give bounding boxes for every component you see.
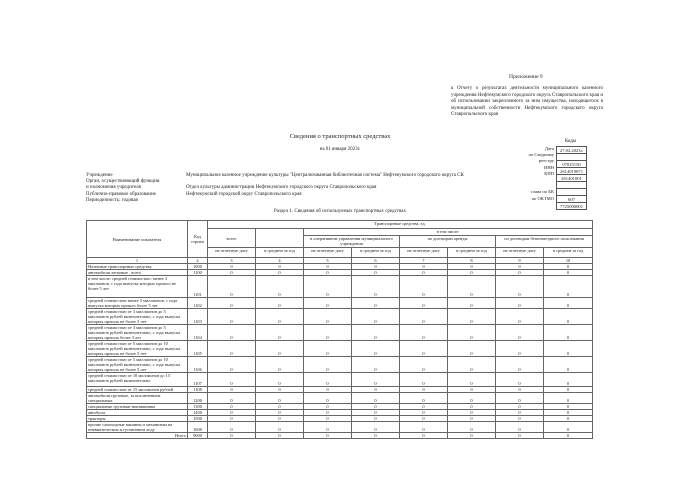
row-value: 0	[544, 387, 593, 393]
meta-label: Публично-правовое образование	[86, 191, 156, 197]
row-value: 0	[448, 433, 496, 439]
row-value: 0	[400, 410, 448, 416]
row-value: 0	[352, 387, 400, 393]
row-value: 0	[304, 393, 352, 404]
row-value: 0	[256, 341, 304, 357]
row-value: 0	[496, 298, 544, 309]
header-avg: в среднем за год	[448, 248, 496, 258]
row-value: 0	[496, 422, 544, 433]
row-value: 0	[304, 341, 352, 357]
row-code: 1103	[188, 309, 208, 325]
row-value: 0	[352, 404, 400, 410]
row-value: 0	[448, 373, 496, 387]
row-name: средней стоимостью от 5 миллионов до 10 миллионов рублей включительно, с года выпуска которых прошло не более 5 лет	[87, 341, 188, 357]
row-value: 0	[448, 416, 496, 422]
row-value: 0	[256, 264, 304, 270]
code-value: 2614019871	[557, 168, 587, 175]
row-value: 0	[544, 309, 593, 325]
row-value: 0	[400, 309, 448, 325]
row-value: 0	[304, 373, 352, 387]
column-number: 2	[188, 258, 208, 264]
row-name: Итого	[87, 433, 188, 439]
row-value: 0	[304, 422, 352, 433]
row-value: 0	[208, 387, 256, 393]
code-label: реестру	[538, 158, 554, 164]
row-value: 0	[496, 325, 544, 341]
header-date: на отчетную дату	[496, 248, 544, 258]
row-code: 1400	[188, 410, 208, 416]
code-label: глава по БК	[531, 189, 554, 195]
column-number: 5	[304, 258, 352, 264]
row-value: 0	[208, 416, 256, 422]
column-number: 4	[256, 258, 304, 264]
meta-value: Нефтекумский городской округ Ставропольского края	[186, 191, 302, 197]
row-value: 0	[496, 373, 544, 387]
row-value: 0	[352, 270, 400, 276]
meta-value: Отдел культуры администрации Нефтекумского городского округа Ставропольского края	[186, 185, 377, 191]
row-value: 0	[256, 298, 304, 309]
header-date: на отчетную дату	[304, 248, 352, 258]
row-value: 0	[448, 298, 496, 309]
appendix-text: к Отчету о результатах деятельности муниципального казенного учреждения Нефтекумского городского округа Ставропольского края и об использовании закрепленного за ним имущества, находящегося в муниципальной собственности Нефтекумского городского округа Ставропольского края	[451, 86, 603, 118]
row-value: 0	[352, 393, 400, 404]
row-value: 0	[352, 416, 400, 422]
table-row	[87, 298, 593, 309]
row-value: 0	[544, 416, 593, 422]
row-value: 0	[256, 410, 304, 416]
row-code: 1200	[188, 393, 208, 404]
row-code: 1104	[188, 325, 208, 341]
row-value: 0	[208, 264, 256, 270]
row-name: средней стоимостью от 15 миллионов рублей	[87, 387, 188, 393]
row-value: 0	[544, 264, 593, 270]
row-code: 1000	[188, 264, 208, 270]
row-value: 0	[304, 416, 352, 422]
row-code: 1500	[188, 416, 208, 422]
row-value: 0	[544, 373, 593, 387]
row-name: автобусы	[87, 410, 188, 416]
code-value: 607	[557, 196, 587, 203]
row-value: 0	[400, 422, 448, 433]
codes-labels	[492, 146, 554, 202]
row-value: 0	[400, 433, 448, 439]
row-value: 0	[304, 298, 352, 309]
row-value: 0	[208, 325, 256, 341]
row-value: 0	[208, 422, 256, 433]
row-value: 0	[304, 264, 352, 270]
row-name: средней стоимостью менее 3 миллионов, с года выпуска которых прошло более 5 лет	[87, 298, 188, 309]
row-name: средней стоимостью от 3 миллионов до 5 миллионов рублей включительно, с года выпуска которых прошло не более 3 лет	[87, 309, 188, 325]
row-value: 0	[544, 357, 593, 373]
meta-value: Муниципальное казенное учреждение культуры "Централизованная библиотечная система" Нефтекумского городского округа СК	[186, 173, 464, 178]
header-rent: по договорам аренды	[400, 236, 496, 248]
header-free: по договорам безвозмездного пользования	[496, 236, 593, 248]
row-code: 1600	[188, 422, 208, 433]
row-value: 0	[256, 416, 304, 422]
row-value: 0	[208, 276, 256, 298]
header-total: всего	[208, 229, 256, 248]
row-name: автомобили легковые , всего	[87, 270, 188, 276]
row-value: 0	[544, 410, 593, 416]
row-value: 0	[448, 276, 496, 298]
meta-label: и полномочия учредителя	[86, 185, 141, 191]
row-value: 0	[304, 357, 352, 373]
row-name: автомобили грузовые, за исключением специальных	[87, 393, 188, 404]
row-code: 1106	[188, 357, 208, 373]
row-value: 0	[352, 276, 400, 298]
row-value: 0	[208, 404, 256, 410]
row-name: прочие самоходные машины и механизмы на пневматическом и гусеничном ходу	[87, 422, 188, 433]
row-code: 9000	[188, 433, 208, 439]
row-name: средней стоимостью от 3 миллионов до 5 миллионов рублей включительно, с года выпуска которых прошло более 3 лет	[87, 325, 188, 341]
code-label: КПП	[544, 170, 554, 176]
row-value: 0	[400, 276, 448, 298]
column-number: 7	[400, 258, 448, 264]
row-value: 0	[304, 325, 352, 341]
row-value: 0	[304, 404, 352, 410]
row-value: 0	[400, 357, 448, 373]
header-avg: в среднем за год	[544, 248, 593, 258]
row-value: 0	[544, 270, 593, 276]
row-value: 0	[448, 387, 496, 393]
row-code: 1108	[188, 387, 208, 393]
row-value: 0	[352, 422, 400, 433]
header-date: на отчетную дату	[400, 248, 448, 258]
row-value: 0	[352, 373, 400, 387]
row-value: 0	[544, 433, 593, 439]
row-code: 1107	[188, 373, 208, 387]
row-value: 0	[256, 270, 304, 276]
header-op: в оперативном управлении муниципального учреждения	[304, 236, 400, 248]
header-avg: в среднем за год	[256, 248, 304, 258]
header-avg: в среднем за год	[352, 248, 400, 258]
row-value: 0	[256, 373, 304, 387]
row-value: 0	[208, 341, 256, 357]
row-value: 0	[352, 309, 400, 325]
table-row	[87, 393, 593, 404]
row-value: 0	[544, 325, 593, 341]
meta-values	[186, 173, 486, 204]
row-value: 0	[544, 393, 593, 404]
row-value: 0	[304, 309, 352, 325]
meta-label: Учреждение	[86, 173, 113, 178]
code-label: по ОКТМО	[531, 195, 554, 201]
header-code: Код строки	[188, 221, 208, 258]
row-value: 0	[400, 298, 448, 309]
row-value: 0	[400, 341, 448, 357]
row-value: 0	[352, 410, 400, 416]
header-name: Наименование показателя	[87, 221, 188, 258]
row-value: 0	[400, 416, 448, 422]
row-value: 0	[448, 410, 496, 416]
meta-labels	[86, 173, 200, 204]
row-value: 0	[496, 404, 544, 410]
row-value: 0	[400, 373, 448, 387]
code-value	[557, 189, 587, 196]
row-value: 0	[352, 325, 400, 341]
row-value: 0	[400, 325, 448, 341]
row-value: 0	[304, 387, 352, 393]
code-label: ИНН	[544, 164, 554, 170]
row-value: 0	[208, 309, 256, 325]
row-name: в том числе: средней стоимостью: менее 3 миллионов, с года выпуска которых прошло не более 5 лет	[87, 276, 188, 298]
row-value: 0	[352, 433, 400, 439]
code-value: 27.02.2023г.	[557, 147, 587, 154]
row-value: 0	[256, 357, 304, 373]
row-value: 0	[256, 393, 304, 404]
row-name: Наземные транспортные средства	[87, 264, 188, 270]
row-value: 0	[352, 298, 400, 309]
column-number: 1	[87, 258, 188, 264]
codes-table	[556, 146, 587, 210]
row-value: 0	[496, 309, 544, 325]
row-value: 0	[400, 270, 448, 276]
row-value: 0	[208, 357, 256, 373]
row-value: 0	[448, 270, 496, 276]
row-code: 1102	[188, 298, 208, 309]
row-value: 0	[544, 404, 593, 410]
row-value: 0	[208, 298, 256, 309]
row-value: 0	[496, 270, 544, 276]
table-row	[87, 373, 593, 387]
meta-value	[186, 198, 486, 204]
row-value: 0	[544, 298, 593, 309]
page-title: Сведения о транспортных средствах	[289, 133, 391, 140]
row-value: 0	[256, 433, 304, 439]
appendix-title: Приложение 9	[509, 74, 543, 80]
row-value: 0	[496, 276, 544, 298]
row-value: 0	[448, 264, 496, 270]
row-value: 0	[208, 433, 256, 439]
row-value: 0	[400, 387, 448, 393]
row-value: 0	[496, 393, 544, 404]
row-name: специальные грузовые автомашины	[87, 404, 188, 410]
row-value: 0	[544, 341, 593, 357]
row-value: 0	[256, 387, 304, 393]
header-date: на отчетную дату	[208, 248, 256, 258]
table-row	[87, 309, 593, 325]
row-value: 0	[448, 422, 496, 433]
row-value: 0	[400, 264, 448, 270]
codes-header: Коды	[564, 139, 577, 144]
row-name: средней стоимостью от 10 миллионов до 15 миллионов рублей включительно	[87, 373, 188, 387]
code-label: по Сводному	[528, 152, 554, 158]
row-value: 0	[448, 357, 496, 373]
row-value: 0	[448, 341, 496, 357]
row-value: 0	[496, 433, 544, 439]
row-value: 0	[304, 433, 352, 439]
row-value: 0	[304, 270, 352, 276]
table-row	[87, 422, 593, 433]
row-name: тракторы	[87, 416, 188, 422]
row-value: 0	[352, 341, 400, 357]
row-name: средней стоимостью от 5 миллионов до 10 миллионов рублей включительно, с года выпуска которых прошло не более 5 лет	[87, 357, 188, 373]
row-value: 0	[496, 410, 544, 416]
code-value: 261401001	[557, 175, 587, 182]
header-group: Транспортные средства, ед.	[208, 221, 593, 229]
table-row	[87, 276, 593, 298]
row-value: 0	[208, 410, 256, 416]
row-value: 0	[400, 393, 448, 404]
column-number: 8	[448, 258, 496, 264]
section-title: Раздел 1. Сведения об используемых транспортных средствах	[273, 209, 407, 214]
row-code: 1300	[188, 404, 208, 410]
row-value: 0	[208, 393, 256, 404]
row-code: 1101	[188, 276, 208, 298]
row-value: 0	[448, 325, 496, 341]
row-code: 1100	[188, 270, 208, 276]
row-value: 0	[256, 404, 304, 410]
table-row	[87, 325, 593, 341]
row-value: 0	[256, 325, 304, 341]
column-number: 6	[352, 258, 400, 264]
code-value	[557, 154, 587, 161]
meta-label: Периодичность: годовая	[86, 197, 138, 203]
row-value: 0	[496, 387, 544, 393]
row-code: 1105	[188, 341, 208, 357]
row-value: 0	[352, 357, 400, 373]
row-value: 0	[304, 276, 352, 298]
row-value: 0	[256, 422, 304, 433]
code-value	[557, 182, 587, 189]
row-value: 0	[496, 264, 544, 270]
column-number: 3	[208, 258, 256, 264]
row-value: 0	[448, 393, 496, 404]
row-value: 0	[544, 276, 593, 298]
report-date: на 01 января 2023г.	[319, 147, 361, 152]
row-value: 0	[448, 404, 496, 410]
row-value: 0	[544, 422, 593, 433]
table-row	[87, 357, 593, 373]
row-value: 0	[496, 357, 544, 373]
row-value: 0	[400, 404, 448, 410]
row-value: 0	[304, 410, 352, 416]
column-number: 9	[496, 258, 544, 264]
code-value: 07025150	[557, 161, 587, 168]
column-number: 10	[544, 258, 593, 264]
row-value: 0	[256, 309, 304, 325]
row-value: 0	[352, 264, 400, 270]
row-value: 0	[208, 373, 256, 387]
meta-label: Орган, осуществляющий функции	[86, 179, 160, 185]
code-value: 7725000001	[557, 203, 587, 210]
header-incl: в том числе:	[304, 229, 593, 236]
table-row	[87, 433, 593, 439]
row-value: 0	[448, 309, 496, 325]
code-label: Дата	[544, 146, 554, 151]
row-value: 0	[496, 341, 544, 357]
table-row	[87, 341, 593, 357]
row-value: 0	[208, 270, 256, 276]
row-value: 0	[256, 276, 304, 298]
row-value: 0	[496, 416, 544, 422]
vehicles-table	[86, 220, 593, 439]
